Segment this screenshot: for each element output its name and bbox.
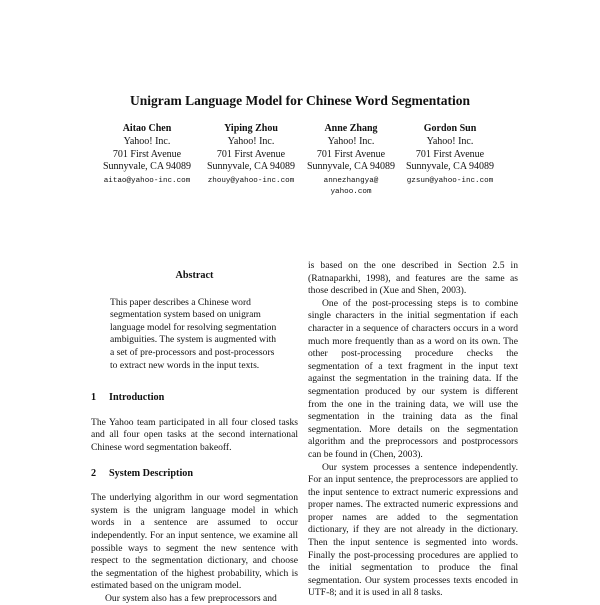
author-affiliation: Yahoo! Inc. bbox=[426, 135, 474, 147]
body-paragraph: One of the post-processing steps is to combine single characters in the initial segmentation if each character in a sequence of characters occurs in a word much more frequently than as a word on its own. The other post-processing procedure checks the segmentation of a text fragment in the input text against the segmentation in the training data. If the segmentation produced by our system is different from the one in the training data, we will use the segmentation in the training data as the final segmentation. More details on the segmentation algorithm and the preprocessors and postprocessors can be found in (Chen, 2003). bbox=[308, 297, 518, 460]
author-affiliation: Yahoo! Inc. bbox=[327, 135, 375, 147]
author-address-line: 701 First Avenue bbox=[316, 148, 386, 160]
body-paragraph: Our system processes a sentence independently. For an input sentence, the preprocessors are applied to the input sentence to extract numeric expressions and proper names. The extracted numeric expressions and proper names are added to the segmentation dictionary, if they are not already in the dictionary. Then the input sentence is segmented into words. Finally the post-processing procedures are applied to the initial segmentation to produce the final segmentation. Our system processes texts encoded in UTF-8; and it is used in all 8 tasks. bbox=[308, 461, 518, 599]
author-affiliation: Yahoo! Inc. bbox=[227, 135, 275, 147]
author-affiliation: Yahoo! Inc. bbox=[123, 135, 171, 147]
author-address-line: 701 First Avenue bbox=[216, 148, 286, 160]
author-email: annezhangya@ yahoo.com bbox=[323, 177, 379, 197]
author-email: zhouy@yahoo-inc.com bbox=[207, 177, 295, 186]
author-email: aitao@yahoo-inc.com bbox=[103, 177, 191, 186]
right-column bbox=[308, 260, 518, 600]
author-address-line: Sunnyvale, CA 94089 bbox=[405, 161, 495, 173]
author-address-line: 701 First Avenue bbox=[112, 148, 182, 160]
author-address-line: Sunnyvale, CA 94089 bbox=[102, 161, 192, 173]
author-address-line: Sunnyvale, CA 94089 bbox=[306, 161, 396, 173]
body-paragraph: is based on the one described in Section 2.5 in (Ratnaparkhi, 1998), and features are the same as those described in (Xue and Shen, 2003). bbox=[308, 260, 518, 297]
section-paragraph: The Yahoo team participated in all four closed tasks and all four open tasks at the second international Chinese word segmentation bakeoff. bbox=[91, 416, 298, 453]
section-paragraph: The underlying algorithm in our word segmentation system is the unigram language model in which words in a sentence are assumed to occur independently. For an input sentence, we examine all possible ways to segment the new sentence with respect to the segmentation dictionary, and choose the segmentation of the highest probability, which is estimated based on the unigram model. bbox=[91, 492, 298, 592]
section-paragraph: Our system also has a few preprocessors and bbox=[105, 592, 277, 604]
abstract-heading: Abstract bbox=[175, 270, 214, 281]
section-number: 2 bbox=[91, 467, 97, 479]
section-number: 1 bbox=[91, 392, 97, 404]
section-title: System Description bbox=[109, 467, 194, 479]
author-name: Yiping Zhou bbox=[224, 123, 278, 134]
section-heading bbox=[91, 392, 298, 405]
paper-title: Unigram Language Model for Chinese Word Segmentation bbox=[129, 93, 470, 108]
author-block bbox=[87, 123, 207, 187]
author-name: Gordon Sun bbox=[423, 123, 477, 134]
author-name: Anne Zhang bbox=[324, 123, 378, 134]
author-address-line: 701 First Avenue bbox=[415, 148, 485, 160]
abstract-text: This paper describes a Chinese word segmentation system based on unigram language model for resolving segmentation ambiguities. The system is augmented with a set of pre-processors and post-processors to extract new words in the input texts. bbox=[110, 296, 277, 371]
left-column bbox=[91, 270, 298, 605]
section-title: Introduction bbox=[109, 392, 165, 404]
author-name: Aitao Chen bbox=[122, 123, 172, 134]
author-block bbox=[390, 123, 510, 187]
section-heading bbox=[91, 468, 298, 481]
author-email: gzsun@yahoo-inc.com bbox=[406, 177, 494, 186]
author-address-line: Sunnyvale, CA 94089 bbox=[206, 161, 296, 173]
